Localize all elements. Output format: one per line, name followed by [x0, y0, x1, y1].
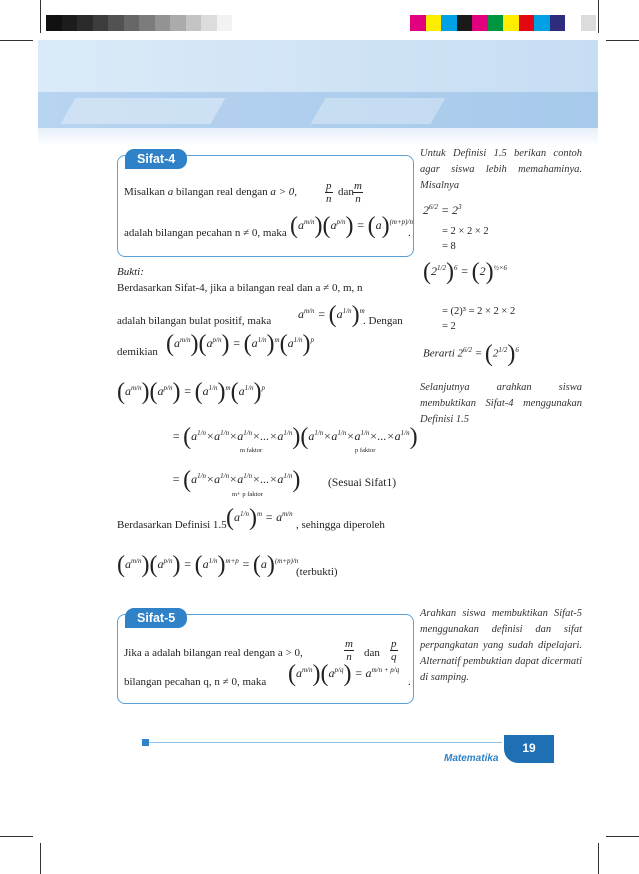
side-berarti: Berarti $2^{6/2} = (2^{1/2})^6$ — [423, 341, 519, 367]
color-swatch — [186, 15, 202, 31]
sifat5-line1: Jika a adalah bilangan real dengan a > 0, — [124, 647, 303, 659]
terbukti: (terbukti) — [296, 566, 338, 578]
color-swatch — [108, 15, 124, 31]
color-bar — [410, 15, 596, 31]
proof-line2: adalah bilangan bulat positif, maka — [117, 315, 272, 327]
m-faktor-label: m faktor — [240, 447, 263, 454]
color-swatch — [155, 15, 171, 31]
berdasarkan-definisi: Berdasarkan Definisi 1.5 — [117, 519, 227, 531]
bukti-label: Bukti: — [117, 266, 144, 278]
header-band-dark — [38, 92, 598, 128]
sifat5-dot: . — [408, 676, 411, 688]
color-swatch — [565, 15, 581, 31]
crop-mark — [598, 843, 599, 874]
page-number-tab — [504, 735, 554, 763]
crop-mark — [0, 40, 33, 41]
footer-label: Matematika — [444, 753, 499, 764]
side-eq-power: $2^{6/2} = 2^3$ — [423, 203, 462, 217]
sifat5-frac-pq: $\frac{p}{q}$ — [391, 638, 397, 664]
header-band — [38, 40, 598, 92]
color-swatch — [550, 15, 566, 31]
color-swatch — [217, 15, 233, 31]
color-swatch — [62, 15, 78, 31]
proof-line1: Berdasarkan Sifat-4, jika a bilangan real dan a ≠ 0, m, n — [117, 282, 363, 294]
color-swatch — [457, 15, 473, 31]
color-swatch — [441, 15, 457, 31]
footer-square — [142, 739, 149, 746]
crop-mark — [606, 40, 639, 41]
color-swatch — [503, 15, 519, 31]
sifat5-tab: Sifat-5 — [125, 608, 187, 628]
color-swatch — [139, 15, 155, 31]
proof-line3: demikian — [117, 346, 158, 358]
crop-mark — [40, 0, 41, 33]
color-swatch — [170, 15, 186, 31]
sifat4-dan: dan — [338, 186, 354, 198]
sifat4-dot: . — [408, 227, 411, 239]
color-swatch — [410, 15, 426, 31]
sesuai-sifat1: (Sesuai Sifat1) — [328, 477, 397, 489]
sifat4-box — [117, 155, 414, 257]
sifat4-tab: Sifat-4 — [125, 149, 187, 169]
p-faktor-label: p faktor — [355, 447, 376, 454]
sifat5-line2: bilangan pecahan q, n ≠ 0, maka — [124, 676, 267, 688]
color-swatch — [519, 15, 535, 31]
side-eq-3: = (2)³ = 2 × 2 × 2 — [442, 306, 516, 317]
fraction-m-n: $\frac{m}{n}$ — [354, 180, 362, 206]
crop-mark — [606, 836, 639, 837]
page-number: 19 — [522, 741, 536, 755]
footer-rule — [146, 742, 502, 743]
side-note-2: Arahkan siswa membuktikan Sifat-5 menggunakan definisi dan sifat perpangkatan yang sudah dipelajari. Alternatif pembuktian dapat dicermati di samping. — [420, 608, 582, 683]
proof-eq5: = $(a^{1/n}\times a^{1/n}\times a^{1/n}\times...\times a^{1/n})$ — [172, 467, 301, 493]
color-swatch — [426, 15, 442, 31]
side-eq-4: = 2 — [442, 321, 456, 332]
header-fade — [38, 128, 598, 146]
color-swatch — [488, 15, 504, 31]
side-eq-root: $(2^{1/2})^6 = (2)^{\frac{1}{2}\times 6}$ — [423, 259, 508, 285]
color-swatch — [472, 15, 488, 31]
side-note-1b: Selanjutnya arahkan siswa membuktikan Sifat-4 menggunakan Definisi 1.5 — [420, 382, 582, 425]
proof-dengan: . Dengan — [363, 315, 403, 327]
proof-eq4: = $(a^{1/n}\times a^{1/n}\times a^{1/n}\times...\times a^{1/n})(a^{1/n}\times a^{1/n}\times a^{1/n}\times...\times a^{1/n})$ — [172, 424, 418, 450]
sehingga-diperoleh: , sehingga diperoleh — [296, 519, 385, 531]
proof-eq3: $(a^{m/n})(a^{p/n}) = (a^{1/n})^m(a^{1/n})^p$ — [117, 379, 266, 405]
color-swatch — [93, 15, 109, 31]
grayscale-bar — [46, 15, 232, 31]
sifat5-dan: dan — [364, 647, 380, 659]
color-swatch — [534, 15, 550, 31]
side-eq-2: = 8 — [442, 241, 456, 252]
color-swatch — [46, 15, 62, 31]
color-swatch — [581, 15, 597, 31]
sifat5-formula: $(a^{m/n})(a^{p/q}) = a^{m/n + p/q}$ — [288, 661, 400, 687]
proof-eq2: $(a^{m/n})(a^{p/n}) = (a^{1/n})^m(a^{1/n})^p$ — [166, 331, 315, 357]
crop-mark — [598, 0, 599, 33]
proof-eq1: $a^{m/n} = (a^{1/n})^m$ — [298, 302, 365, 328]
mp-faktor-label: m+ p faktor — [232, 491, 263, 498]
crop-mark — [40, 843, 41, 874]
sifat5-frac-mn: $\frac{m}{n}$ — [345, 638, 353, 664]
side-note-1: Untuk Definisi 1.5 berikan contoh agar siswa lebih memahaminya. Misalnya — [420, 148, 582, 191]
color-swatch — [201, 15, 217, 31]
crop-mark — [0, 836, 33, 837]
sifat4-line2: adalah bilangan pecahan n ≠ 0, maka — [124, 227, 287, 239]
sifat4-line1: Misalkan a bilangan real dengan a > 0, — [124, 186, 298, 198]
side-eq-1: = 2 × 2 × 2 — [442, 226, 489, 237]
proof-eq7: $(a^{m/n})(a^{p/n}) = (a^{1/n})^{m+p} = (a)^{(m+p)/n}$ — [117, 552, 299, 578]
fraction-p-n: $\frac{p}{n}$ — [326, 180, 332, 206]
proof-eq6: $(a^{1/n})^m = a^{m/n}$ — [226, 505, 293, 531]
color-swatch — [124, 15, 140, 31]
color-swatch — [77, 15, 93, 31]
sifat4-formula: $(a^{m/n})(a^{p/n}) = (a)^{(m+p)/n}$ — [290, 213, 413, 239]
